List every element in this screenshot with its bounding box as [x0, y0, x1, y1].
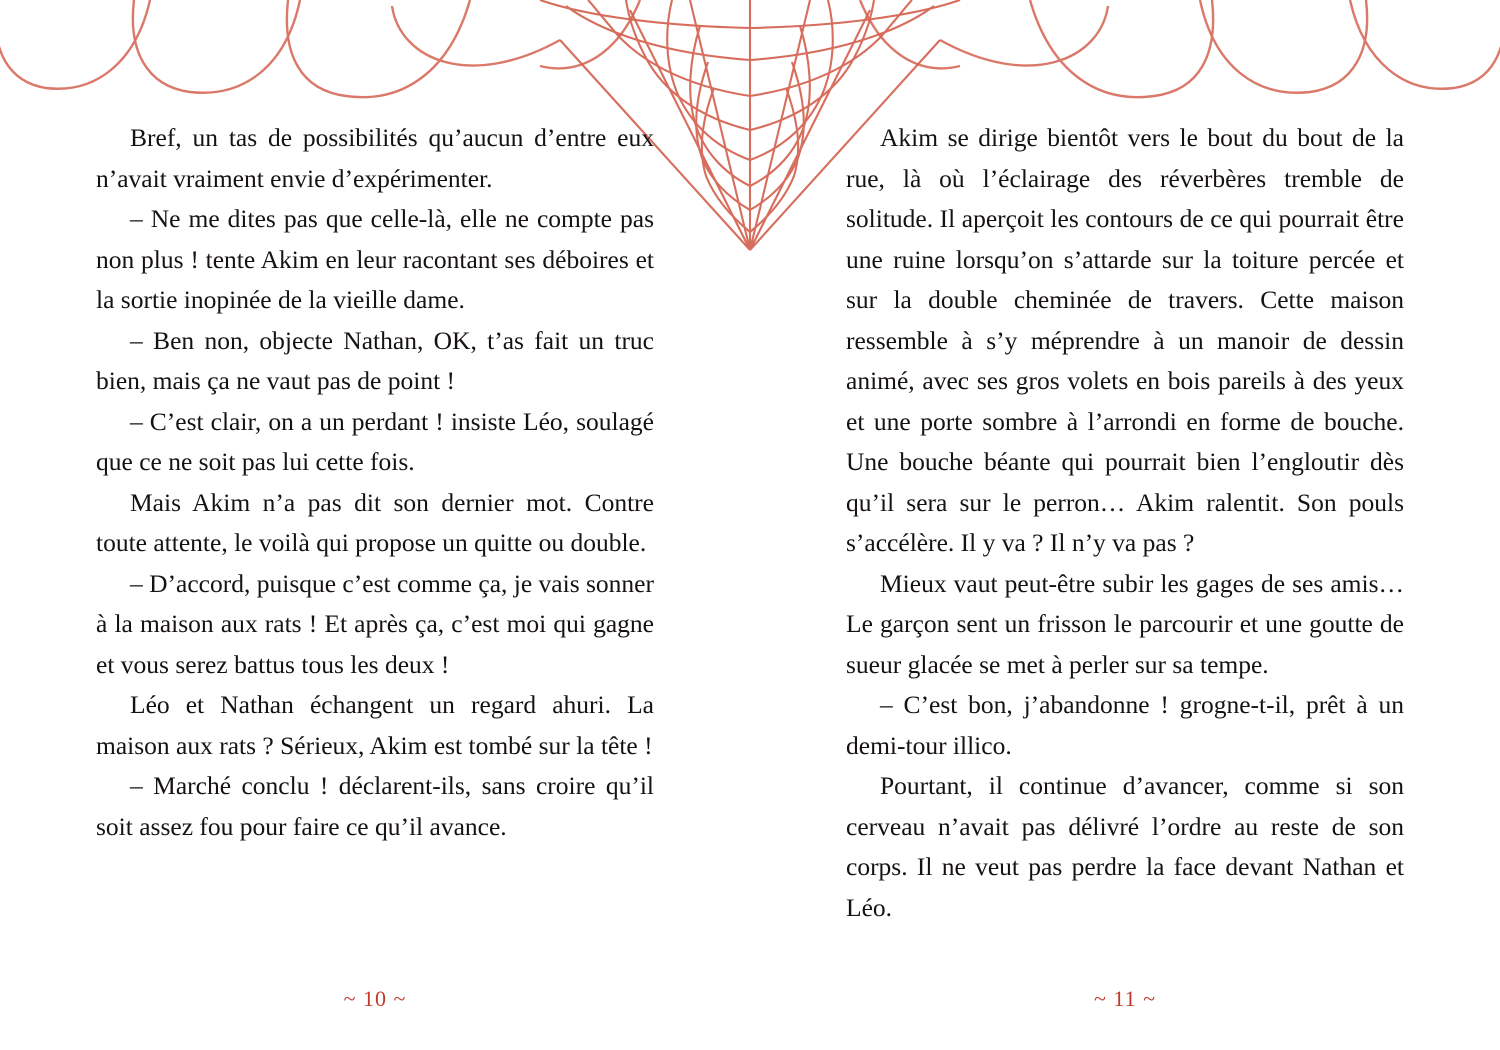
text-spread: [0, 118, 1500, 928]
paragraph: – C’est bon, j’abandonne ! grogne-t-il, prêt à un demi-tour illico.: [846, 690, 1404, 760]
paragraph: – C’est clair, on a un perdant ! insiste Léo, soulagé que ce ne soit pas lui cette fois.: [96, 406, 654, 476]
page-number-left: ~ 10 ~: [343, 986, 407, 1011]
paragraph: Léo et Nathan échangent un regard ahuri. La maison aux rats ? Sérieux, Akim est tombé sur la tête !: [96, 690, 654, 760]
page-number-right: ~ 11 ~: [1094, 986, 1156, 1011]
paragraph: – Ne me dites pas que celle-là, elle ne compte pas non plus ! tente Akim en leur racontant ses déboires et la sortie inopinée de la vieille dame.: [96, 204, 654, 314]
paragraph: Mais Akim n’a pas dit son dernier mot. Contre toute attente, le voilà qui propose un quitte ou double.: [96, 487, 654, 557]
right-page-column: [846, 118, 1404, 928]
paragraph: Akim se dirige bientôt vers le bout du bout de la rue, là où l’éclairage des réverbères tremble de solitude. Il aperçoit les contours de ce qui pourrait être une ruine lorsqu’on s’attarde sur la toiture percée et sur la double cheminée de travers. Cette maison ressemble à s’y méprendre à un manoir de dessin animé, avec ses gros volets en bois pareils à des yeux et une porte sombre à l’arrondi en forme de bouche. Une bouche béante qui pourrait bien l’engloutir dès qu’il sera sur le perron… Akim ralentit. Son pouls s’accélère. Il y va ? Il n’y va pas ?: [846, 123, 1404, 557]
paragraph: Bref, un tas de possibilités qu’aucun d’entre eux n’avait vraiment envie d’expérimenter.: [96, 123, 654, 193]
paragraph: Pourtant, il continue d’avancer, comme si son cerveau n’avait pas délivré l’ordre au reste de son corps. Il ne veut pas perdre la face devant Nathan et Léo.: [846, 771, 1404, 922]
left-page-column: [96, 118, 654, 928]
paragraph: Mieux vaut peut-être subir les gages de ses amis… Le garçon sent un frisson le parcourir et une goutte de sueur glacée se met à perler sur sa tempe.: [846, 568, 1404, 679]
paragraph: – Ben non, objecte Nathan, OK, t’as fait un truc bien, mais ça ne vaut pas de point !: [96, 325, 654, 395]
paragraph: – Marché conclu ! déclarent-ils, sans croire qu’il soit assez fou pour faire ce qu’il avance.: [96, 771, 654, 841]
paragraph: – D’accord, puisque c’est comme ça, je vais sonner à la maison aux rats ! Et après ça, c’est moi qui gagne et vous serez battus tous les deux !: [96, 568, 654, 679]
